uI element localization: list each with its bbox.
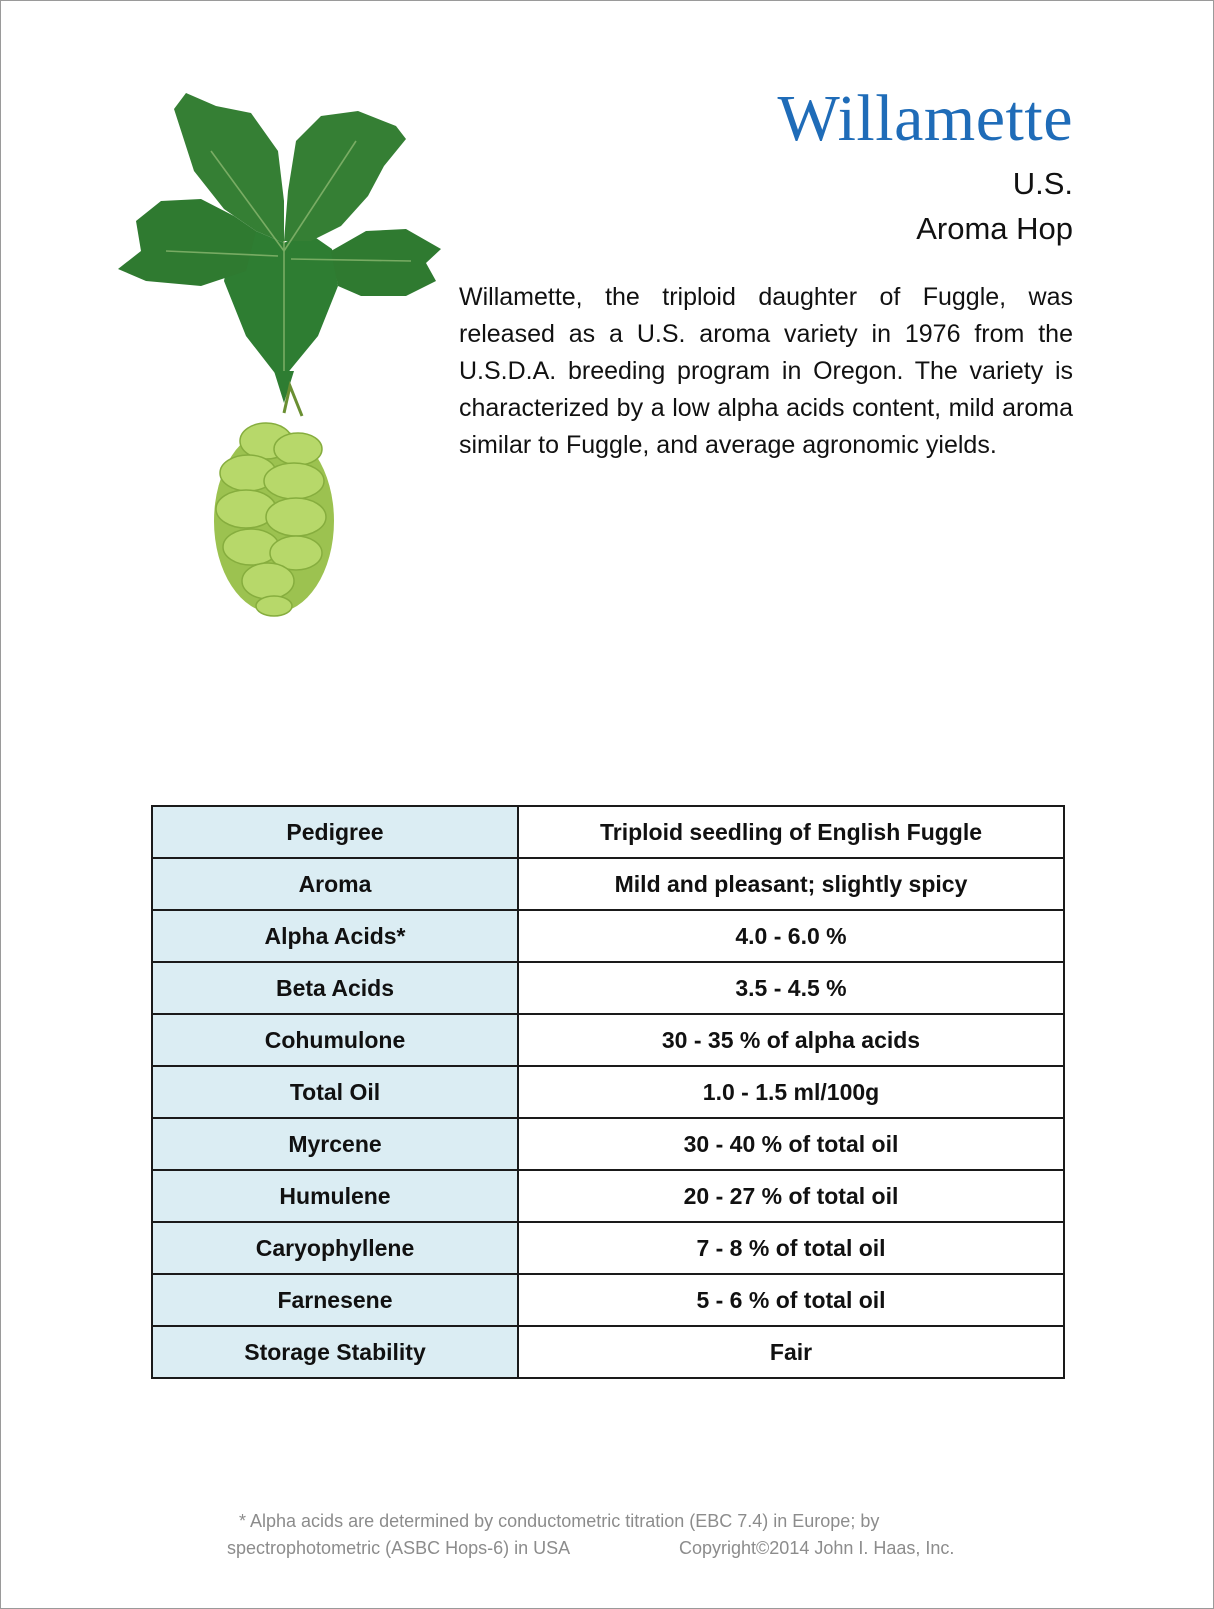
- footnote-line-1: * Alpha acids are determined by conductometric titration (EBC 7.4) in Europe; by: [239, 1511, 880, 1531]
- origin-country: U.S.: [1012, 166, 1073, 201]
- spec-value: 1.0 - 1.5 ml/100g: [518, 1066, 1064, 1118]
- table-row: [152, 910, 1064, 962]
- spec-value: 3.5 - 4.5 %: [518, 962, 1064, 1014]
- table-row: [152, 858, 1064, 910]
- table-row: [152, 1274, 1064, 1326]
- table-row: [152, 1118, 1064, 1170]
- spec-label: Caryophyllene: [152, 1222, 518, 1274]
- table-row: [152, 1326, 1064, 1378]
- spec-label: Myrcene: [152, 1118, 518, 1170]
- spec-value: 30 - 35 % of alpha acids: [518, 1014, 1064, 1066]
- spec-value: 5 - 6 % of total oil: [518, 1274, 1064, 1326]
- table-row: [152, 1066, 1064, 1118]
- hop-illustration: [106, 81, 466, 621]
- table-row: [152, 1222, 1064, 1274]
- variety-description: Willamette, the triploid daughter of Fuggle, was released as a U.S. aroma variety in 1976 from the U.S.D.A. breeding program in Oregon. The variety is characterized by a low alpha acids content, mild aroma similar to Fuggle, and average agronomic yields.: [459, 283, 1073, 459]
- spec-label: Farnesene: [152, 1274, 518, 1326]
- spec-label: Storage Stability: [152, 1326, 518, 1378]
- specs-table: [151, 805, 1065, 1379]
- spec-label: Alpha Acids*: [152, 910, 518, 962]
- spec-value: Mild and pleasant; slightly spicy: [518, 858, 1064, 910]
- spec-value: 7 - 8 % of total oil: [518, 1222, 1064, 1274]
- hop-type: Aroma Hop: [916, 211, 1073, 246]
- spec-label: Total Oil: [152, 1066, 518, 1118]
- spec-label: Beta Acids: [152, 962, 518, 1014]
- copyright-notice: Copyright©2014 John I. Haas, Inc.: [679, 1538, 955, 1558]
- spec-value: 20 - 27 % of total oil: [518, 1170, 1064, 1222]
- footnote-line-2: spectrophotometric (ASBC Hops-6) in USA: [227, 1538, 571, 1558]
- hop-leaf-icon: [118, 93, 441, 403]
- spec-label: Cohumulone: [152, 1014, 518, 1066]
- table-row: [152, 1170, 1064, 1222]
- spec-value: Fair: [518, 1326, 1064, 1378]
- variety-title: Willamette: [777, 82, 1073, 155]
- spec-value: Triploid seedling of English Fuggle: [518, 806, 1064, 858]
- spec-value: 30 - 40 % of total oil: [518, 1118, 1064, 1170]
- spec-label: Pedigree: [152, 806, 518, 858]
- table-row: [152, 1014, 1064, 1066]
- table-row: [152, 806, 1064, 858]
- table-row: [152, 962, 1064, 1014]
- spec-value: 4.0 - 6.0 %: [518, 910, 1064, 962]
- spec-label: Humulene: [152, 1170, 518, 1222]
- hop-cone-icon: [214, 386, 334, 616]
- spec-label: Aroma: [152, 858, 518, 910]
